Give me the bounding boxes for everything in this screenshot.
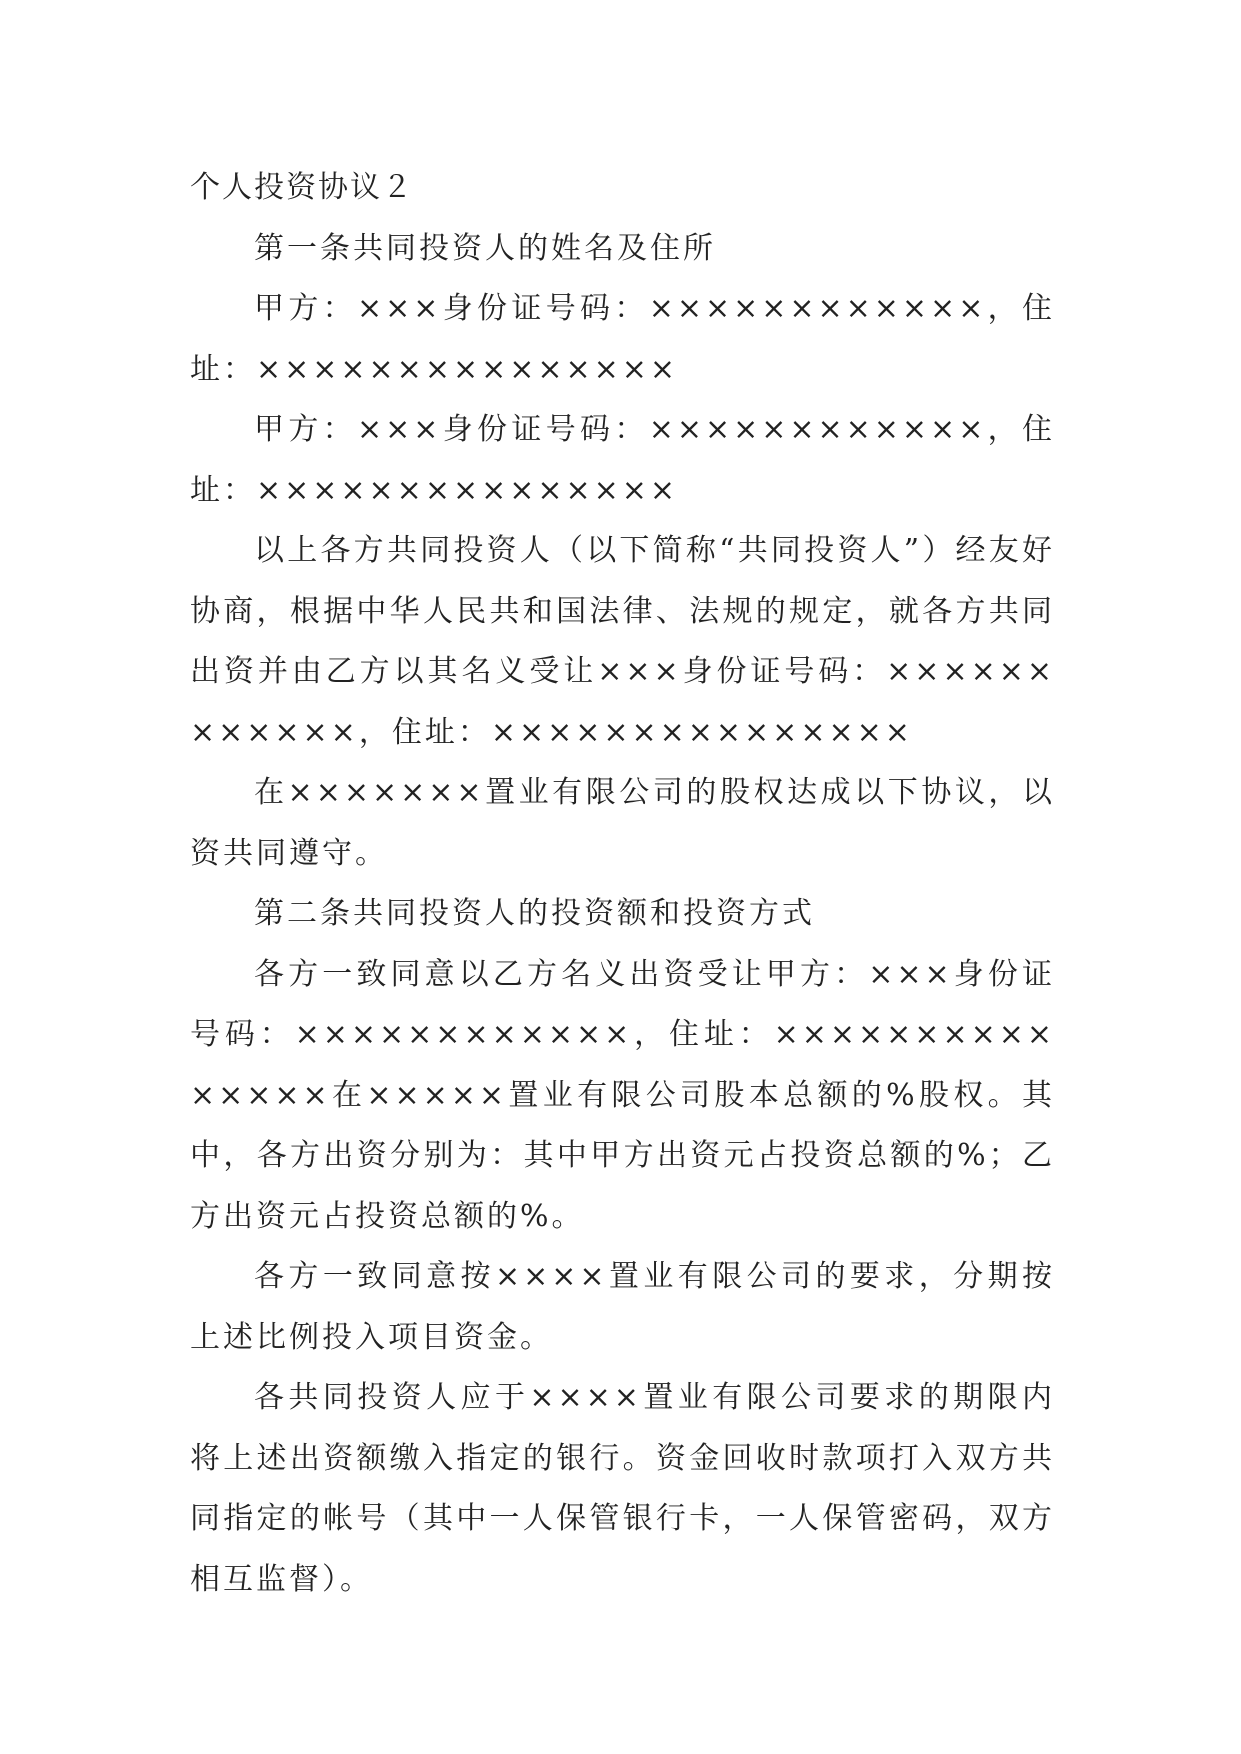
- preamble-paragraph: 以上各方共同投资人（以下简称“共同投资人”）经友好协商，根据中华人民共和国法律、法规的规定，就各方共同出资并由乙方以其名义受让×××身份证号码：××××××××××××，住址：×××××××××××××××: [190, 533, 1055, 750]
- article-1-heading: 第一条共同投资人的姓名及住所: [254, 230, 716, 266]
- document-body: [190, 158, 1055, 1610]
- equity-agreement-paragraph: 在×××××××置业有限公司的股权达成以下协议，以资共同遵守。: [190, 775, 1055, 871]
- payment-deadline-paragraph: 各共同投资人应于××××置业有限公司要求的期限内将上述出资额缴入指定的银行。资金回收时款项打入双方共同指定的帐号（其中一人保管银行卡，一人保管密码，双方相互监督）。: [190, 1380, 1055, 1597]
- investment-amount-paragraph: 各方一致同意以乙方名义出资受让甲方：×××身份证号码：××××××××××××，住址：×××××××××××××××在×××××置业有限公司股本总额的%股权。其中，各方出资分别为：其中甲方出资元占投资总额的%；乙方出资元占投资总额的%。: [190, 956, 1055, 1234]
- party-a-info: 甲方：×××身份证号码：××××××××××××，住址：×××××××××××××××: [190, 291, 1055, 387]
- installment-paragraph: 各方一致同意按××××置业有限公司的要求，分期按上述比例投入项目资金。: [190, 1259, 1055, 1355]
- party-a-info-second: 甲方：×××身份证号码：××××××××××××，住址：×××××××××××××××: [190, 412, 1055, 508]
- document-title: 个人投资协议２: [190, 170, 414, 205]
- article-2-heading: 第二条共同投资人的投资额和投资方式: [254, 896, 815, 931]
